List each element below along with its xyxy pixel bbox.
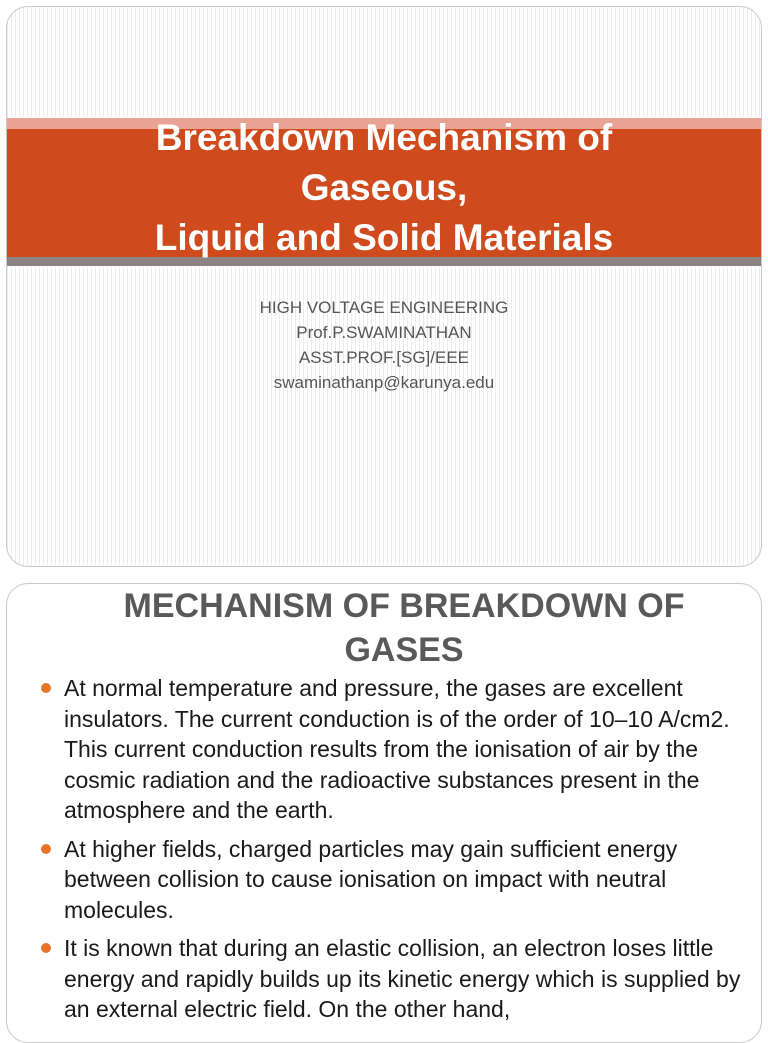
slide-title-line: Liquid and Solid Materials	[154, 217, 614, 258]
bullet-item	[37, 673, 743, 826]
bullet-text: At higher fields, charged particles may gain sufficient energy between collision to cause ionisation on impact with neutral molecules.	[64, 835, 678, 923]
bullet-dot-icon	[41, 943, 51, 953]
bullet-list	[37, 673, 743, 1033]
bullet-text: It is known that during an elastic collision, an electron loses little energy and rapidly builds up its kinetic energy which is supplied by an external electric field. On the other hand,	[64, 935, 741, 1022]
title-slide	[6, 6, 762, 567]
author-email: swaminathanp@karunya.edu	[273, 373, 495, 392]
bullet-item	[37, 834, 743, 926]
content-heading-line: MECHANISM OF BREAKDOWN OF	[123, 587, 685, 625]
content-heading-line: GASES	[344, 631, 464, 669]
slide-title-line: Breakdown Mechanism of	[155, 117, 613, 158]
author-title: ASST.PROF.[SG]/EEE	[298, 348, 470, 367]
slide-title-line: Gaseous,	[300, 167, 468, 208]
slide-title	[7, 113, 761, 263]
bullet-dot-icon	[41, 683, 51, 693]
bullet-item	[37, 933, 743, 1025]
content-heading	[47, 584, 761, 672]
bullet-dot-icon	[41, 844, 51, 854]
author-name: Prof.P.SWAMINATHAN	[296, 323, 472, 342]
slide-subtitle	[7, 295, 761, 395]
bullet-text: At normal temperature and pressure, the gases are excellent insulators. The current conduction is of the order of 10–10 A/cm2. This current conduction results from the ionisation of air by the cosmic radiation and the radioactive substances present in the atmosphere and the earth.	[64, 675, 730, 823]
course-name: HIGH VOLTAGE ENGINEERING	[259, 298, 509, 317]
content-slide	[6, 583, 762, 1043]
